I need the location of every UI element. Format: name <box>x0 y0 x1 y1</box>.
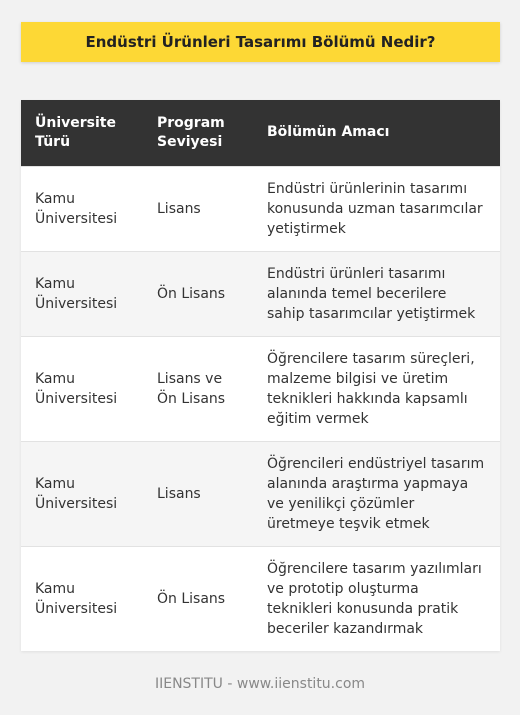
footer-credit: IIENSTITU - www.iienstitu.com <box>154 676 366 692</box>
table-row <box>21 546 500 651</box>
cell-program-level: Ön Lisans <box>143 251 253 336</box>
cell-department-purpose: Endüstri ürünlerinin tasarımı konusunda uzman tasarımcılar yetiştirmek <box>253 166 500 251</box>
cell-department-purpose: Öğrencilere tasarım süreçleri, malzeme bilgisi ve üretim teknikleri hakkında kapsamlı eğitim vermek <box>253 336 500 441</box>
table-row <box>21 251 500 336</box>
cell-university-type: Kamu Üniversitesi <box>21 336 143 441</box>
cell-university-type: Kamu Üniversitesi <box>21 546 143 651</box>
cell-department-purpose: Endüstri ürünleri tasarımı alanında temel becerilere sahip tasarımcılar yetiştirmek <box>253 251 500 336</box>
cell-program-level: Lisans <box>143 441 253 546</box>
header-university-type: Üniversite Türü <box>35 114 116 150</box>
cell-program-level: Lisans ve Ön Lisans <box>143 336 253 441</box>
cell-department-purpose: Öğrencilere tasarım yazılımları ve prototip oluşturma teknikleri konusunda pratik beceriler kazandırmak <box>253 546 500 651</box>
cell-university-type: Kamu Üniversitesi <box>21 166 143 251</box>
table-row <box>21 166 500 251</box>
cell-department-purpose: Öğrencileri endüstriyel tasarım alanında araştırma yapmaya ve yenilikçi çözümler üretmeye teşvik etmek <box>253 441 500 546</box>
cell-program-level: Ön Lisans <box>143 546 253 651</box>
header-department-purpose: Bölümün Amacı <box>267 124 390 141</box>
cell-program-level: Lisans <box>143 166 253 251</box>
page-title: Endüstri Ürünleri Tasarımı Bölümü Nedir? <box>85 33 436 51</box>
title-banner <box>21 22 500 62</box>
table-row <box>21 336 500 441</box>
table-header-row <box>21 100 500 166</box>
info-table <box>21 100 500 651</box>
header-program-level: Program Seviyesi <box>157 114 225 150</box>
cell-university-type: Kamu Üniversitesi <box>21 441 143 546</box>
cell-university-type: Kamu Üniversitesi <box>21 251 143 336</box>
table-row <box>21 441 500 546</box>
